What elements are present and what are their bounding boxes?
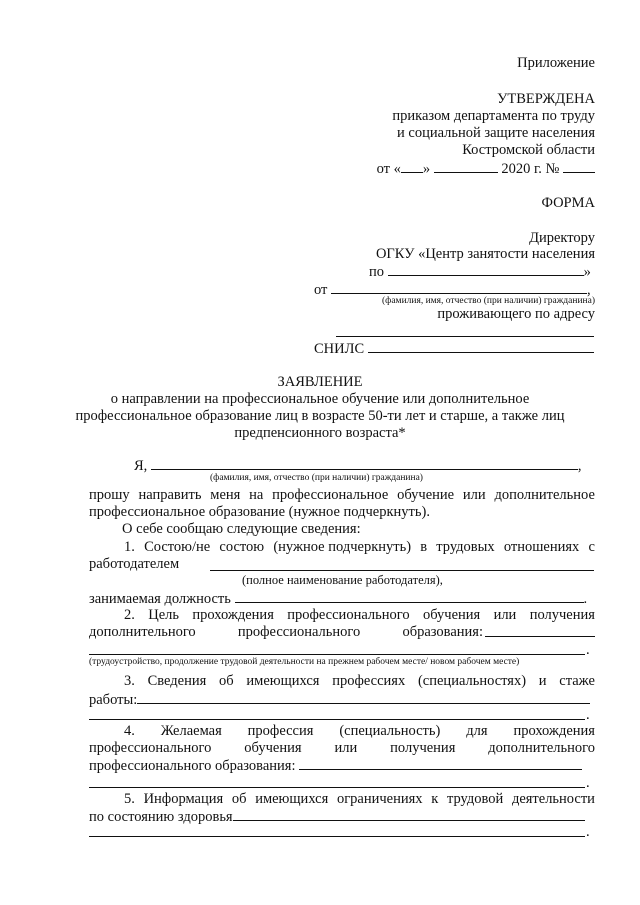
item-4-line-1: 4. Желаемая профессия (специальность) для прохождения (124, 723, 595, 739)
applicant-name-blank[interactable] (331, 281, 587, 294)
experience-blank[interactable] (137, 691, 590, 704)
health-info-blank[interactable] (233, 808, 585, 821)
item-1-line-1: 1. Состою/не состою (нужное подчеркнуть) в трудовых отношениях с (124, 539, 595, 555)
full-name-blank[interactable] (151, 457, 578, 470)
title-line-1: о направлении на профессиональное обучение или дополнительное (110, 391, 530, 407)
item-4-line-3: профессионального образования: (89, 757, 582, 774)
title-line-2: профессиональное образование лиц в возрасте 50-ти лет и старше, а также лиц (75, 408, 565, 424)
address-label: проживающего по адресу (437, 306, 595, 322)
document-title: ЗАЯВЛЕНИЕ (277, 374, 363, 390)
order-date-line: от « » 2020 г. № (377, 160, 595, 177)
info-intro: О себе сообщаю следующие сведения: (122, 521, 361, 537)
request-line-1: прошу направить меня на профессиональное обучение или дополнительное (89, 487, 595, 503)
goal-blank[interactable] (485, 624, 595, 637)
fio-hint-2: (фамилия, имя, отчество (при наличии) гражданина) (210, 473, 423, 483)
form-label: ФОРМА (541, 195, 595, 211)
from-line: от , (314, 282, 591, 298)
appendix-label: Приложение (517, 55, 595, 71)
experience-blank-2[interactable] (89, 719, 585, 720)
by-line: по » (369, 264, 591, 280)
position-blank[interactable] (235, 590, 584, 603)
item-3-line-1: 3. Сведения об имеющихся профессиях (специальностях) и стаже (124, 673, 595, 689)
item-4-line-2: профессионального обучения или получения дополнительного (89, 740, 595, 756)
item-3-end: . (586, 707, 590, 723)
employer-hint: (полное наименование работодателя), (242, 573, 443, 587)
employer-blank[interactable] (210, 570, 594, 571)
order-number-blank[interactable] (563, 160, 595, 173)
health-info-blank-2[interactable] (89, 836, 585, 837)
item-5-line-1: 5. Информация об имеющихся ограничениях к трудовой деятельности (124, 791, 595, 807)
item-5-end: . (586, 824, 590, 840)
date-month-blank[interactable] (434, 160, 498, 173)
order-line-3: Костромской области (462, 142, 595, 158)
goal-blank-2[interactable] (89, 654, 585, 655)
item-2-line-2: дополнительного профессионального образования: (89, 624, 595, 640)
order-line-2: и социальной защите населения (397, 125, 595, 141)
approved-label: УТВЕРЖДЕНА (497, 91, 595, 107)
order-line-1: приказом департамента по труду (392, 108, 595, 124)
district-blank[interactable] (388, 263, 584, 276)
org-name: ОГКУ «Центр занятости населения (375, 246, 595, 262)
item-1-position-line: занимаемая должность . (89, 591, 588, 607)
item-4-end: . (586, 775, 590, 791)
title-line-3: предпенсионного возраста* (234, 425, 406, 441)
fio-hint: (фамилия, имя, отчество (при наличии) гражданина) (382, 296, 595, 306)
item-3-line-2: работы: (89, 691, 590, 708)
request-line-2: профессиональное образование (нужное подчеркнуть). (89, 504, 430, 520)
i-line: Я, , (134, 458, 582, 474)
director-label: Директору (529, 230, 595, 246)
snils-blank[interactable] (368, 340, 594, 353)
item-2-line-1: 2. Цель прохождения профессионального обучения или получения (124, 607, 595, 623)
item-2-end: . (586, 642, 590, 658)
goal-hint: (трудоустройство, продолжение трудовой деятельности на прежнем рабочем месте/ новом рабочем месте) (89, 657, 520, 667)
address-blank[interactable] (336, 336, 594, 337)
item-1-employer-label: работодателем (89, 556, 180, 572)
desired-profession-blank[interactable] (299, 757, 582, 770)
desired-profession-blank-2[interactable] (89, 787, 585, 788)
item-5-line-2: по состоянию здоровья (89, 808, 585, 825)
snils-line: СНИЛС (314, 340, 594, 357)
date-day-blank[interactable] (401, 160, 423, 173)
